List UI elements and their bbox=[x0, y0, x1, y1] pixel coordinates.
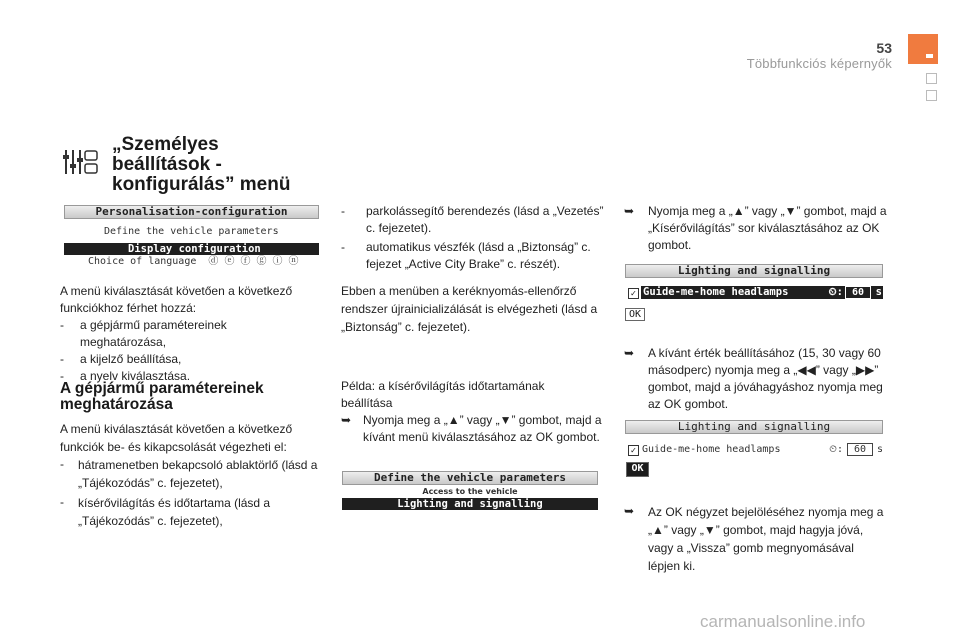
screen-personalisation-menu bbox=[64, 205, 319, 267]
title-line: beállítások - bbox=[112, 154, 222, 175]
screen-title-bar: Personalisation-configuration bbox=[64, 205, 319, 219]
list-item: - a gépjármű paramétereinek meghatározása, bbox=[60, 318, 227, 349]
step-arrow-icon: ➥ bbox=[341, 413, 352, 427]
menu-item-language-label: Choice of language bbox=[88, 256, 197, 267]
ok-button[interactable]: OK bbox=[625, 308, 645, 321]
menu-item-language bbox=[88, 256, 299, 267]
step-arrow-icon: ➥ bbox=[624, 504, 635, 518]
intro-paragraph: A menü kiválasztását követően a következő funkciókhoz férhet hozzá: bbox=[60, 284, 293, 315]
body-list bbox=[60, 456, 322, 530]
right-step-1: ➥ Nyomja meg a „▲” vagy „▼” gombot, majd a „Kísérővilágítás” sor kiválasztásához az OK gombot. bbox=[624, 204, 887, 252]
guide-me-home-row: Guide-me-home headlamps ⏲: 60 s bbox=[642, 444, 883, 455]
screen-lighting-select bbox=[625, 264, 883, 324]
list-item: - a nyelv kiválasztása. bbox=[60, 369, 191, 383]
settings-sliders-icon bbox=[62, 147, 100, 177]
duration-unit: s bbox=[876, 444, 883, 455]
step-arrow-icon: ➥ bbox=[624, 204, 635, 218]
ok-button-selected[interactable]: OK bbox=[626, 462, 649, 477]
list-item: - hátramenetben bekapcsoló ablaktörlő (lásd a „Tájékozódás” c. fejezetet), bbox=[60, 457, 318, 490]
page-title bbox=[112, 135, 290, 195]
page-number: 53 bbox=[876, 40, 892, 56]
menu-item-display-config-selected: Display configuration bbox=[64, 243, 319, 255]
menu-item-access: Access to the vehicle bbox=[422, 487, 518, 496]
step-arrow-icon: ➥ bbox=[624, 346, 635, 360]
body-paragraph: A menü kiválasztását követően a következő funkciók be- és kikapcsolását végezheti el: bbox=[60, 422, 293, 454]
watermark: carmanualsonline.info bbox=[700, 612, 866, 631]
screen-title-bar: Lighting and signalling bbox=[625, 264, 883, 278]
duration-unit: s bbox=[875, 286, 882, 298]
guide-me-home-row-selected: Guide-me-home headlamps ⏲: 60 s bbox=[643, 286, 882, 298]
tab-marker-empty-1 bbox=[926, 73, 937, 84]
checkbox-checked[interactable]: ✓ bbox=[628, 288, 639, 299]
screen-title-bar: Lighting and signalling bbox=[625, 420, 883, 434]
right-step-2: ➥ A kívánt érték beállításához (15, 30 vagy 60 másodperc) nyomja meg a „◀◀” vagy „▶▶” gombot, majd a jóváhagyáshoz nyomja meg az OK gombot. bbox=[624, 346, 883, 411]
middle-list bbox=[341, 203, 606, 273]
menu-item-define-vehicle: Define the vehicle parameters bbox=[104, 226, 279, 237]
right-step-3: ➥ Az OK négyzet bejelöléséhez nyomja meg a „▲” vagy „▼” gombot, majd hagyja jóvá, vagy a „Vissza” gomb megnyomásával lépjen ki. bbox=[624, 504, 884, 573]
list-item: - a kijelző beállítása, bbox=[60, 352, 182, 366]
list-item: - parkolássegítő berendezés (lásd a „Vezetés” c. fejezetet). bbox=[341, 204, 604, 235]
duration-value[interactable]: 60 bbox=[847, 443, 873, 456]
example-title: Példa: a kísérővilágítás időtartamának beállítása bbox=[341, 379, 545, 410]
timer-icon: ⏲: bbox=[828, 286, 843, 298]
screen-title-bar: Define the vehicle parameters bbox=[342, 471, 598, 485]
menu-item-lighting-selected: Lighting and signalling bbox=[342, 498, 598, 510]
example-step: ➥ Nyomja meg a „▲” vagy „▼” gombot, majd a kívánt menü kiválasztásához az OK gombot. bbox=[341, 413, 602, 444]
tab-marker-empty-2 bbox=[926, 90, 937, 101]
tpms-paragraph: Ebben a menüben a keréknyomás-ellenőrző rendszer újrainicializálását is elvégezheti (lásd a „Biztonság” c. fejezetet). bbox=[341, 284, 598, 334]
intro-list bbox=[60, 317, 315, 385]
section-tab-marker bbox=[908, 34, 938, 64]
duration-value[interactable]: 60 bbox=[845, 286, 871, 299]
screen-lighting-confirm bbox=[625, 420, 883, 478]
checkbox-checked[interactable]: ✓ bbox=[628, 445, 639, 456]
list-item: - automatikus vészfék (lásd a „Biztonság” c. fejezet „Active City Brake” c. részét). bbox=[341, 240, 591, 271]
title-line: konfigurálás” menü bbox=[112, 174, 291, 195]
title-line: „Személyes bbox=[112, 134, 219, 155]
section-heading: A gépjármű paramétereinek meghatározása bbox=[60, 380, 264, 413]
timer-icon: ⏲: bbox=[829, 444, 843, 455]
screen-define-vehicle bbox=[342, 471, 598, 513]
list-item: - kísérővilágítás és időtartama (lásd a „Tájékozódás” c. fejezetet), bbox=[60, 495, 271, 528]
language-flags-icon: ⓓ ⓔ ⓕ ⓖ ⓘ ⓝ bbox=[202, 256, 299, 267]
section-title: Többfunkciós képernyők bbox=[746, 56, 892, 71]
